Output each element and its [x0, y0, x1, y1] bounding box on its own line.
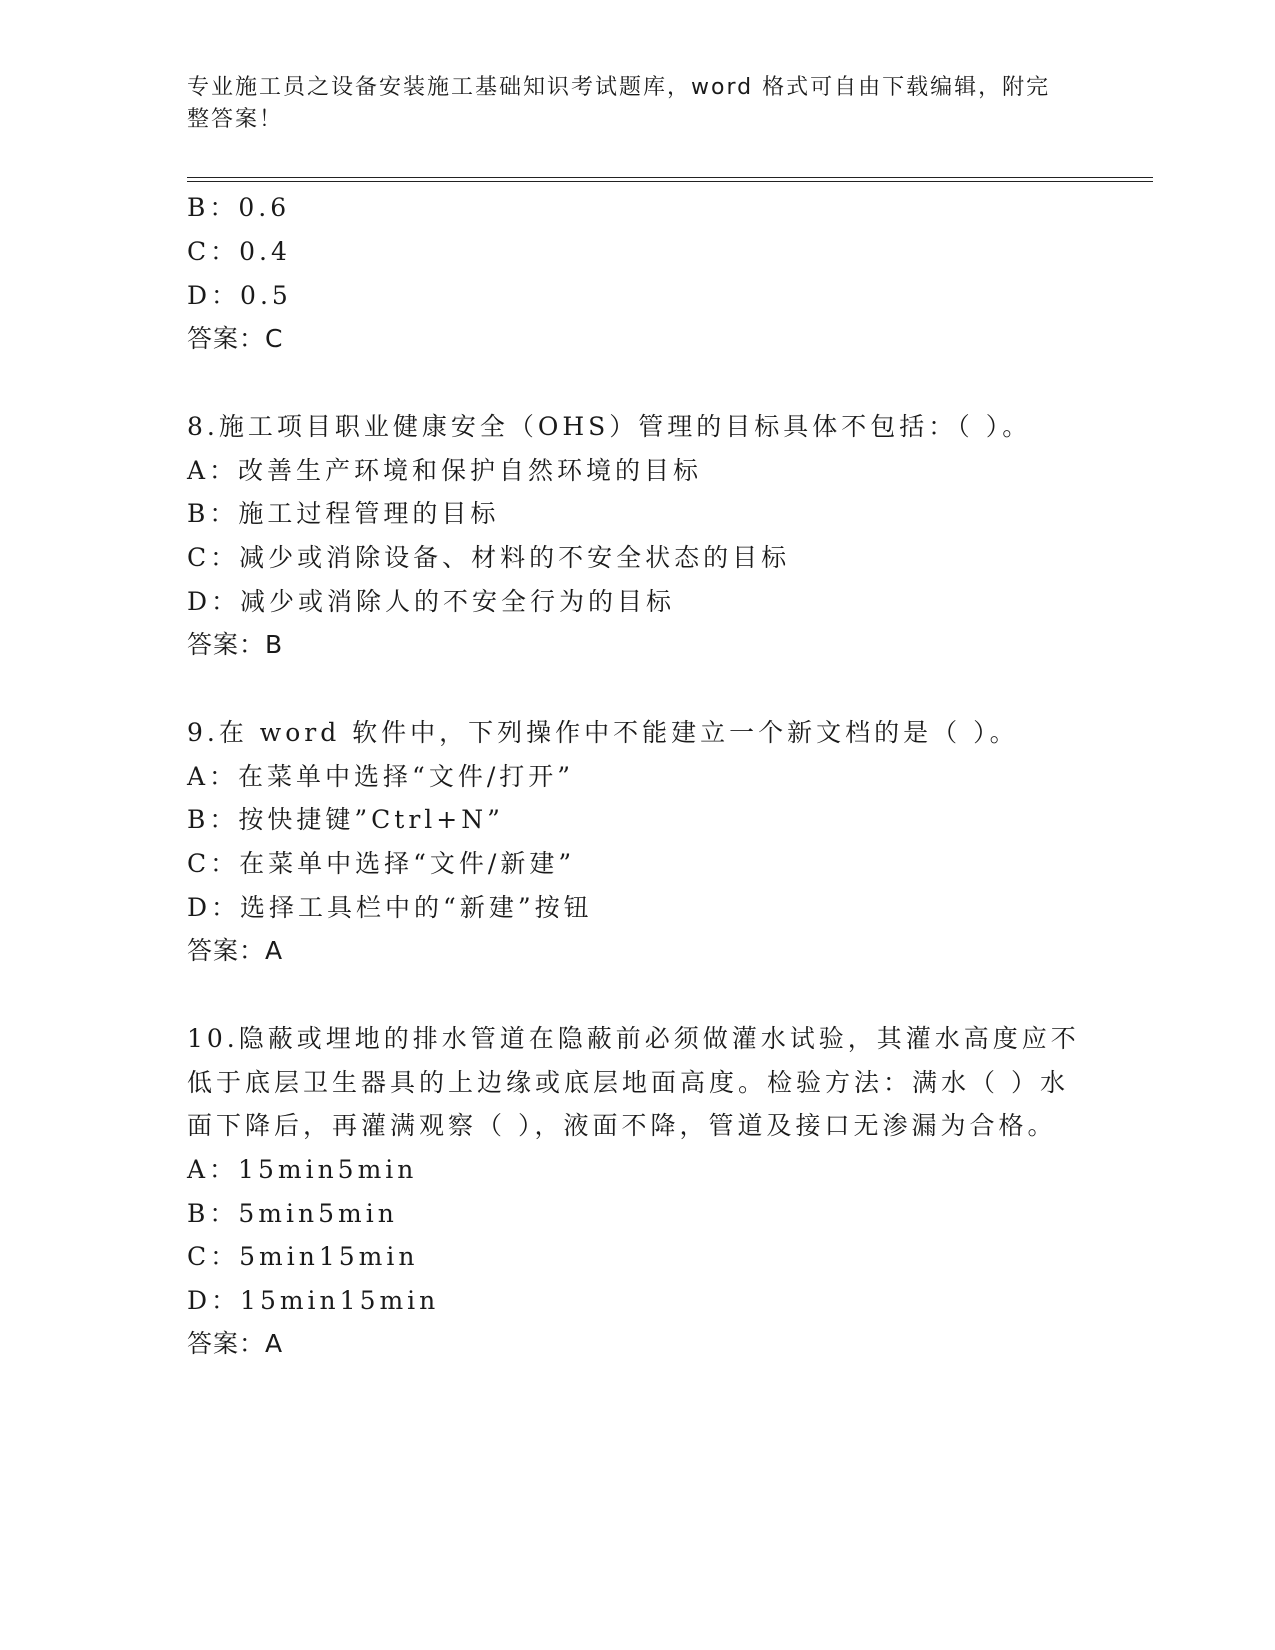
question-stem: 10.隐蔽或埋地的排水管道在隐蔽前必须做灌水试验，其灌水高度应不: [187, 1024, 1080, 1053]
header-divider: [187, 177, 1153, 178]
answer-line: 答案：A: [187, 936, 284, 965]
option-line: B：0.6: [187, 193, 291, 222]
question-stem: 面下降后，再灌满观察（ ），液面不降，管道及接口无渗漏为合格。: [187, 1111, 1057, 1140]
option-line: C：0.4: [187, 237, 291, 266]
answer-line: 答案：B: [187, 630, 284, 659]
option-line: D：0.5: [187, 281, 292, 310]
question-stem: 低于底层卫生器具的上边缘或底层地面高度。检验方法：满水（ ）水: [187, 1068, 1069, 1097]
option-line: C：减少或消除设备、材料的不安全状态的目标: [187, 543, 791, 572]
option-line: B：按快捷键”Ctrl+N”: [187, 805, 504, 834]
option-line: D：选择工具栏中的“新建”按钮: [187, 893, 593, 922]
option-line: A：在菜单中选择“文件/打开”: [187, 762, 575, 791]
option-line: C：在菜单中选择“文件/新建”: [187, 849, 576, 878]
option-line: C：5min15min: [187, 1242, 419, 1271]
answer-line: 答案：C: [187, 324, 284, 353]
header-divider-secondary: [187, 181, 1153, 182]
answer-line: 答案：A: [187, 1329, 284, 1358]
option-line: B：施工过程管理的目标: [187, 499, 500, 528]
question-stem: 8.施工项目职业健康安全（OHS）管理的目标具体不包括：（ ）。: [187, 412, 1032, 441]
option-line: A：15min5min: [187, 1155, 418, 1184]
option-line: B：5min5min: [187, 1199, 398, 1228]
option-line: D：15min15min: [187, 1286, 440, 1315]
option-line: A：改善生产环境和保护自然环境的目标: [187, 456, 703, 485]
question-stem: 9.在 word 软件中，下列操作中不能建立一个新文档的是（ ）。: [187, 718, 1019, 747]
option-line: D：减少或消除人的不安全行为的目标: [187, 587, 676, 616]
page-header: 专业施工员之设备安装施工基础知识考试题库，word 格式可自由下载编辑，附完整答案！: [187, 75, 1051, 132]
